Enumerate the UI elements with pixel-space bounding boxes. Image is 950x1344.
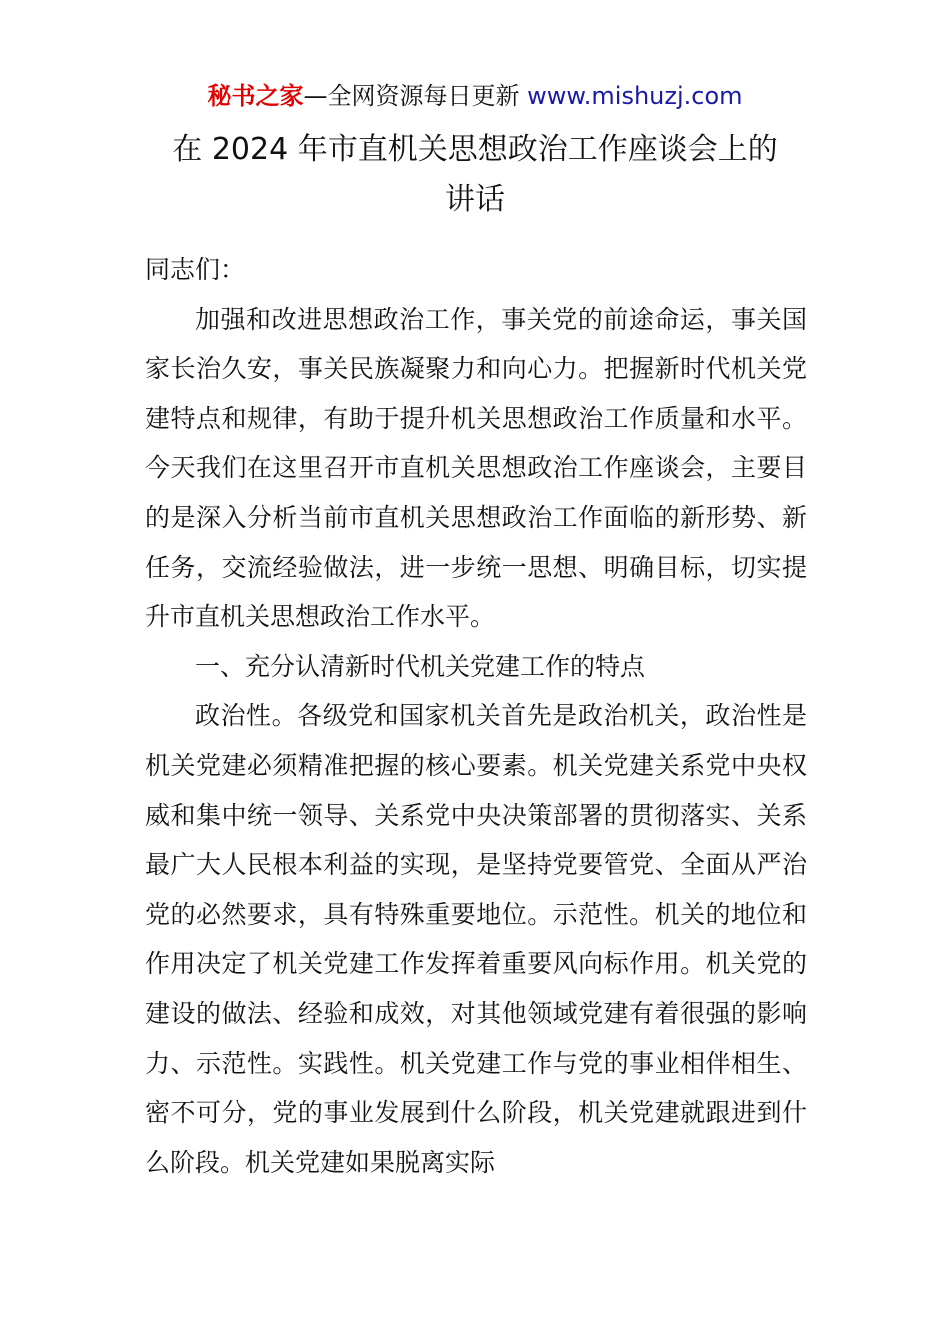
header-tagline: —全网资源每日更新 bbox=[303, 82, 520, 110]
site-url-link[interactable]: www.mishuzj.com bbox=[527, 82, 743, 110]
section-heading: 一、充分认清新时代机关党建工作的特点 bbox=[195, 651, 646, 681]
title-line-2: 讲话 bbox=[445, 182, 505, 217]
document-body bbox=[145, 245, 807, 1187]
brand-name: 秘书之家 bbox=[207, 82, 304, 110]
title-line-1: 在 2024 年市直机关思想政治工作座谈会上的 bbox=[172, 132, 778, 167]
paragraph-characteristics: 政治性。各级党和国家机关首先是政治机关，政治性是机关党建必须精准把握的核心要素。机关党建关系党中央权威和集中统一领导、关系党中央决策部署的贯彻落实、关系最广大人民根本利益的实现，是坚持党要管党、全面从严治党的必然要求，具有特殊重要地位。示范性。机关的地位和作用决定了机关党建工作发挥着重要风向标作用。机关党的建设的做法、经验和成效，对其他领域党建有着很强的影响力、示范性。实践性。机关党建工作与党的事业相伴相生、密不可分，党的事业发展到什么阶段，机关党建就跟进到什么阶段。机关党建如果脱离实际 bbox=[145, 701, 807, 1177]
salutation: 同志们： bbox=[145, 255, 246, 284]
document-title bbox=[145, 125, 805, 225]
site-header bbox=[0, 80, 950, 112]
paragraph-intro: 加强和改进思想政治工作，事关党的前途命运，事关国家长治久安，事关民族凝聚力和向心力。把握新时代机关党建特点和规律，有助于提升机关思想政治工作质量和水平。今天我们在这里召开市直机关思想政治工作座谈会，主要目的是深入分析当前市直机关思想政治工作面临的新形势、新任务，交流经验做法，进一步统一思想、明确目标，切实提升市直机关思想政治工作水平。 bbox=[145, 304, 807, 632]
